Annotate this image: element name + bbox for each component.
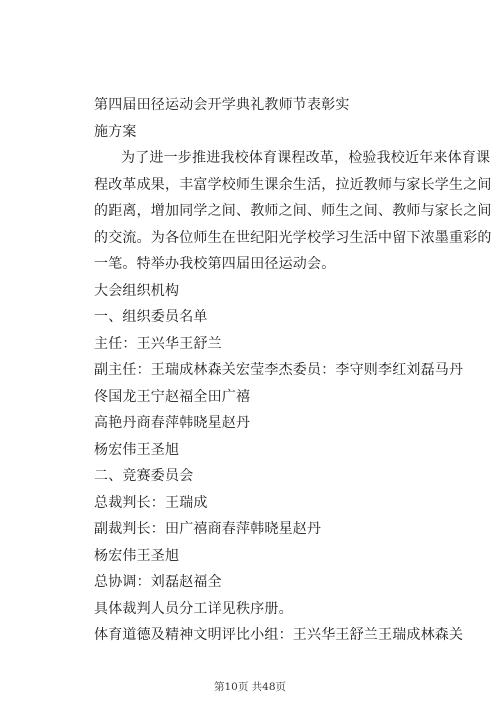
- member-line-2: 高艳丹商春萍韩晓星赵丹: [94, 415, 251, 431]
- page-number-footer: 第10页 共48页: [213, 681, 287, 693]
- section-heading-2: 二、竞赛委员会: [94, 468, 194, 484]
- document-body: [94, 92, 492, 649]
- intro-line-1: 为了进一步推进我校体育课程改革，检验我校近年来体育课: [121, 150, 491, 166]
- referee-detail-line: 具体裁判人员分工详见秩序册。: [94, 600, 293, 617]
- org-heading: 大会组织机构: [94, 282, 180, 299]
- title-line-2: 施方案: [94, 123, 137, 140]
- member-line-1: 佟国龙王宁赵福全田广禧: [94, 388, 251, 405]
- vice-director-line: 副主任：王瑞成林森关宏莹李杰委员：李守则李红刘磊马丹: [94, 362, 464, 378]
- vice-referee-line: 副裁判长：田广禧商春萍韩晓星赵丹: [94, 521, 322, 537]
- chief-referee-line: 总裁判长：王瑞成: [94, 494, 208, 511]
- coordinator-line: 总协调：刘磊赵福全: [94, 574, 222, 590]
- intro-line-2: 程改革成果，丰富学校师生课余生活，拉近教师与家长学生之间: [94, 176, 492, 193]
- title-line-1: 第四届田径运动会开学典礼教师节表彰实: [94, 97, 350, 113]
- referee-member-line: 杨宏伟王圣旭: [94, 547, 180, 564]
- intro-line-4: 的交流。为各位师生在世纪阳光学校学习生活中留下浓墨重彩的: [94, 229, 492, 246]
- section-heading-1: 一、组织委员名单: [94, 309, 208, 325]
- member-line-3: 杨宏伟王圣旭: [94, 441, 180, 458]
- intro-line-3: 的距离，增加同学之间、教师之间、师生之间、教师与家长之间: [94, 203, 492, 219]
- director-line: 主任：王兴华王舒兰: [94, 335, 222, 352]
- intro-line-5: 一笔。特举办我校第四届田径运动会。: [94, 256, 336, 272]
- ethics-group-line: 体育道德及精神文明评比小组：王兴华王舒兰王瑞成林森关: [94, 627, 464, 643]
